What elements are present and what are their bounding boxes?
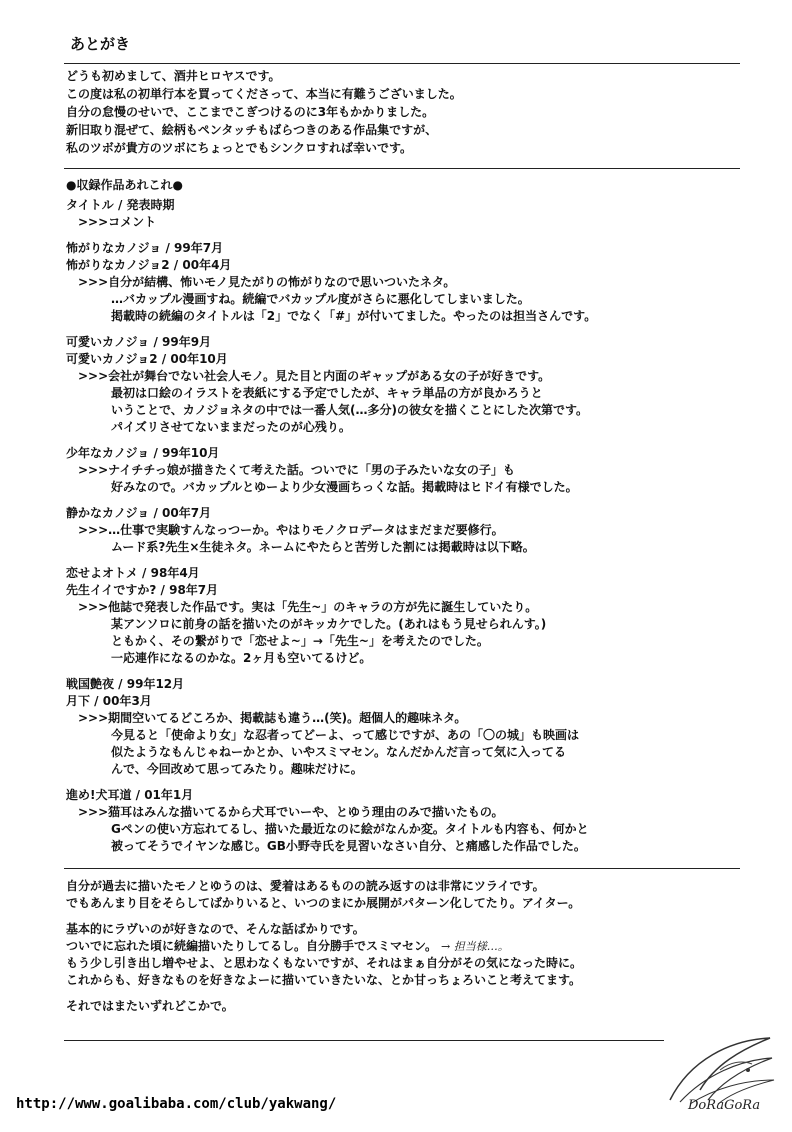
divider-section xyxy=(64,168,740,169)
work-comment: 最初は口絵のイラストを表紙にする予定でしたが、キャラ単品の方が良かろうと xyxy=(111,386,543,400)
work-heading: 少年なカノジョ / 99年10月 xyxy=(66,446,220,460)
work-entry xyxy=(66,505,766,556)
outro-line: でもあんまり目をそらしてばかりいると、いつのまにか展開がパターン化してたり。アイター。 xyxy=(66,896,581,910)
works-list xyxy=(66,197,766,864)
work-entry xyxy=(66,787,766,855)
outro-paragraph xyxy=(66,921,766,989)
work-comment: 今見ると「使命より女」な忍者ってどーよ、って感じですが、あの「〇の城」も映画は xyxy=(111,728,580,742)
outro-line xyxy=(66,938,766,955)
work-comment: パイズリさせてないままだったのが心残り。 xyxy=(111,420,351,434)
outro-text: ついでに忘れた頃に続編描いたりしてるし。自分勝手でスミマセン。 xyxy=(66,939,438,953)
work-comment: 一応連作になるのかな。2ヶ月も空いてるけど。 xyxy=(111,651,372,665)
work-heading: タイトル / 発表時期 xyxy=(66,198,175,212)
work-heading: 可愛いカノジョ / 99年9月 xyxy=(66,335,212,349)
work-heading: 先生イイですか? / 98年7月 xyxy=(66,583,219,597)
work-comment: …バカップル漫画すね。続編でバカップル度がさらに悪化してしまいました。 xyxy=(111,292,530,306)
work-comment: >>>…仕事で実験すんなっつーか。やはりモノクロデータはまだまだ要修行。 xyxy=(78,523,504,537)
intro-line: どうも初めまして、酒井ヒロヤスです。 xyxy=(66,69,281,83)
work-heading: 戦国艶夜 / 99年12月 xyxy=(66,677,185,691)
outro-paragraph xyxy=(66,878,766,912)
outro xyxy=(66,878,766,1024)
work-comment: 某アンソロに前身の話を描いたのがキッカケでした。(あれはもう見せられんす。) xyxy=(111,617,547,631)
work-heading: 恋せよオトメ / 98年4月 xyxy=(66,566,200,580)
intro-paragraph xyxy=(66,67,756,157)
work-comment: ともかく、その繋がりで「恋せよ~」→「先生~」を考えたのでした。 xyxy=(111,634,489,648)
work-heading: 月下 / 00年3月 xyxy=(66,694,152,708)
section-title: ●収録作品あれこれ● xyxy=(66,178,183,192)
work-comment: いうことで、カノジョネタの中では一番人気(…多分)の彼女を描くことにした次第です。 xyxy=(111,403,589,417)
handwritten-note: → 担当様…。 xyxy=(441,940,509,953)
work-heading: 静かなカノジョ / 00年7月 xyxy=(66,506,212,520)
work-comment: >>>ナイチチっ娘が描きたくて考えた話。ついでに「男の子みたいな女の子」も xyxy=(78,463,515,477)
work-comment: >>>コメント xyxy=(78,215,157,229)
divider-outro xyxy=(64,868,740,869)
closing-line: それではまたいずれどこかで。 xyxy=(66,999,234,1013)
work-heading: 可愛いカノジョ2 / 00年10月 xyxy=(66,352,228,366)
work-heading: 怖がりなカノジョ2 / 00年4月 xyxy=(66,258,232,272)
work-entry xyxy=(66,197,766,231)
work-comment: >>>猫耳はみんな描いてるから犬耳でいーや、とゆう理由のみで描いたもの。 xyxy=(78,805,504,819)
work-entry xyxy=(66,240,766,325)
work-comment: ムード系?先生×生徒ネタ。ネームにやたらと苦労した割には掲載時は以下略。 xyxy=(111,540,535,554)
work-comment: 掲載時の続編のタイトルは「2」でなく「#」が付いてました。やったのは担当さんです。 xyxy=(111,309,597,323)
page-title: あとがき xyxy=(70,35,131,53)
intro-line: この度は私の初単行本を買ってくださって、本当に有難うございました。 xyxy=(66,87,462,101)
outro-line: もう少し引き出し増やせよ、と思わなくもないですが、それはまぁ自分がその気になった時に。 xyxy=(66,956,583,970)
divider-bottom xyxy=(64,1040,664,1041)
work-comment: >>>期間空いてるどころか、掲載誌も違う…(笑)。超個人的趣味ネタ。 xyxy=(78,711,467,725)
intro-line: 自分の怠慢のせいで、ここまでこぎつけるのに3年もかかりました。 xyxy=(66,105,435,119)
outro-line: これからも、好きなものを好きなよーに描いていきたいな、とか甘っちょろいこと考えてます。 xyxy=(66,973,582,987)
intro-line: 新旧取り混ぜて、絵柄もペンタッチもばらつきのある作品集ですが、 xyxy=(66,123,438,137)
work-comment: >>>会社が舞台でない社会人モノ。見た目と内面のギャップがある女の子が好きです。 xyxy=(78,369,551,383)
work-comment: 被ってそうでイヤンな感じ。GB小野寺氏を見習いなさい自分、と痛感した作品でした。 xyxy=(111,839,586,853)
divider-top xyxy=(64,63,740,64)
work-comment: 好みなので。バカップルとゆーより少女漫画ちっくな話。掲載時はヒドイ有様でした。 xyxy=(111,480,578,494)
work-entry xyxy=(66,565,766,667)
work-comment: 似たようなもんじゃねーかとか、いやスミマセン。なんだかんだ言って気に入ってる xyxy=(111,745,567,759)
work-comment: んで、今回改めて思ってみたり。趣味だけに。 xyxy=(111,762,363,776)
work-entry xyxy=(66,334,766,436)
footer-url[interactable]: http://www.goalibaba.com/club/yakwang/ xyxy=(16,1096,337,1112)
outro-paragraph xyxy=(66,998,766,1015)
outro-line: 自分が過去に描いたモノとゆうのは、愛着はあるものの読み返すのは非常にツライです。 xyxy=(66,879,545,893)
work-comment: >>>自分が結構、怖いモノ見たがりの怖がりなので思いついたネタ。 xyxy=(78,275,456,289)
work-entry xyxy=(66,676,766,778)
work-comment: Gペンの使い方忘れてるし、描いた最近なのに絵がなんか変。タイトルも内容も、何かと xyxy=(111,822,589,836)
work-comment: >>>他誌で発表した作品です。実は「先生~」のキャラの方が先に誕生していたり。 xyxy=(78,600,538,614)
logo-text: DoRaGoRa xyxy=(688,1098,761,1113)
work-entry xyxy=(66,445,766,496)
intro-line: 私のツボが貴方のツボにちょっとでもシンクロすれば幸いです。 xyxy=(66,141,413,155)
work-heading: 進め!犬耳道 / 01年1月 xyxy=(66,788,194,802)
outro-line: 基本的にラヴいのが好きなので、そんな話ばかりです。 xyxy=(66,922,365,936)
work-heading: 怖がりなカノジョ / 99年7月 xyxy=(66,241,224,255)
